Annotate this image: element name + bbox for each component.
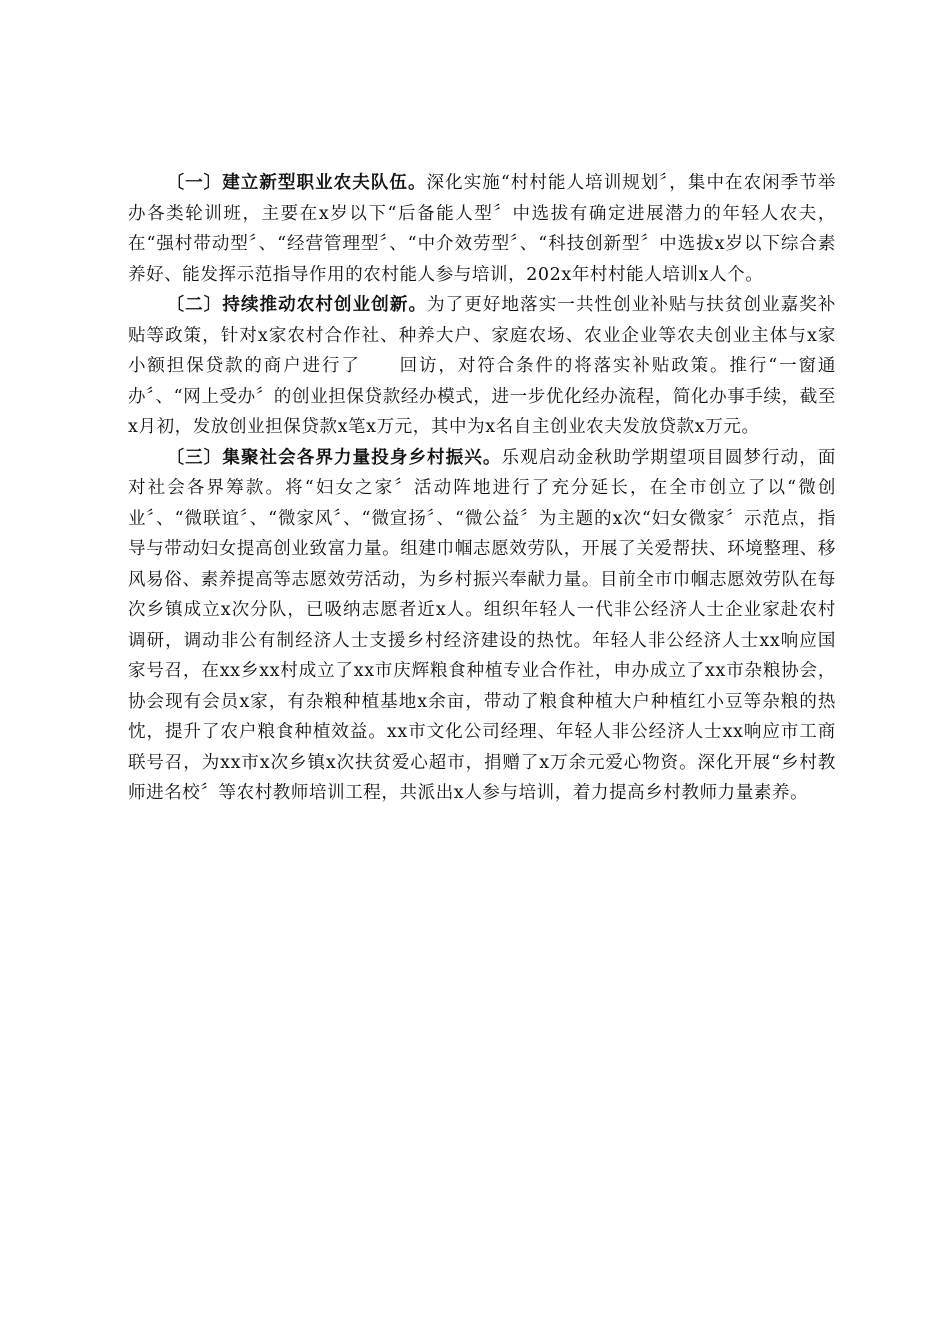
paragraph-text: 乐观启动金秋助学期望项目圆梦行动，面对社会各界筹款。将“妇女之家〞活动阵地进行了充分延长，在全市创立了以“微创业〞、“微联谊〞、“微家风〞、“微宣扬〞、“微公益〞为主题的x次“妇女微家〞示范点，指导与带动妇女提高创业致富力量。组建巾帼志愿效劳队，开展了关爱帮扶、环境整理、移风易俗、素养提高等志愿效劳活动，为乡村振兴奉献力量。目前全市巾帼志愿效劳队在每次乡镇成立x次分队，已吸纳志愿者近x人。组织年轻人一代非公经济人士企业家赴农村调研，调动非公有制经济人士支援乡村经济建设的热忱。年轻人非公经济人士xx响应国家号召，在xx乡xx村成立了xx市庆辉粮食种植专业合作社，申办成立了xx市杂粮协会，协会现有会员x家，有杂粮种植基地x余亩，带动了粮食种植大户种植红小豆等杂粮的热忱，提升了农户粮食种植效益。xx市文化公司经理、年轻人非公经济人士xx响应市工商联号召，为xx市x次乡镇x次扶贫爱心超市，捐赠了x万余元爱心物资。深化开展“乡村教师进名校〞等农村教师培训工程，共派出x人参与培训，着力提高乡村教师力量素养。 — [128, 447, 836, 803]
paragraph-rural-revitalization — [128, 443, 836, 809]
paragraph-text: 为了更好地落实一共性创业补贴与扶贫创业嘉奖补贴等政策，针对x家农村合作社、种养大户、家庭农场、农业企业等农夫创业主体与x家小额担保贷款的商户进行了 回访，对符合条件的将落实补贴政策。推行“一窗通办〞、“网上受办〞的创业担保贷款经办模式，进一步优化经办流程，简化办事手续，截至x月初，发放创业担保贷款x笔x万元，其中为x名自主创业农夫发放贷款x万元。 — [128, 295, 836, 437]
paragraph-heading: 〔二〕持续推动农村创业创新。 — [166, 295, 428, 315]
paragraph-text: 深化实施“村村能人培训规划〞，集中在农闲季节举办各类轮训班，主要在x岁以下“后备能人型〞中选拔有确定进展潜力的年轻人农夫，在“强村带动型〞、“经营管理型〞、“中介效劳型〞、“科技创新型〞中选拔x岁以下综合素养好、能发挥示范指导作用的农村能人参与培训，202x年村村能人培训x人个。 — [128, 173, 836, 285]
paragraph-rural-entrepreneurship — [128, 290, 836, 443]
document-body — [128, 168, 836, 809]
paragraph-farmer-team — [128, 168, 836, 290]
paragraph-heading: 〔三〕集聚社会各界力量投身乡村振兴。 — [166, 447, 502, 468]
paragraph-heading: 〔一〕建立新型职业农夫队伍。 — [166, 173, 427, 193]
